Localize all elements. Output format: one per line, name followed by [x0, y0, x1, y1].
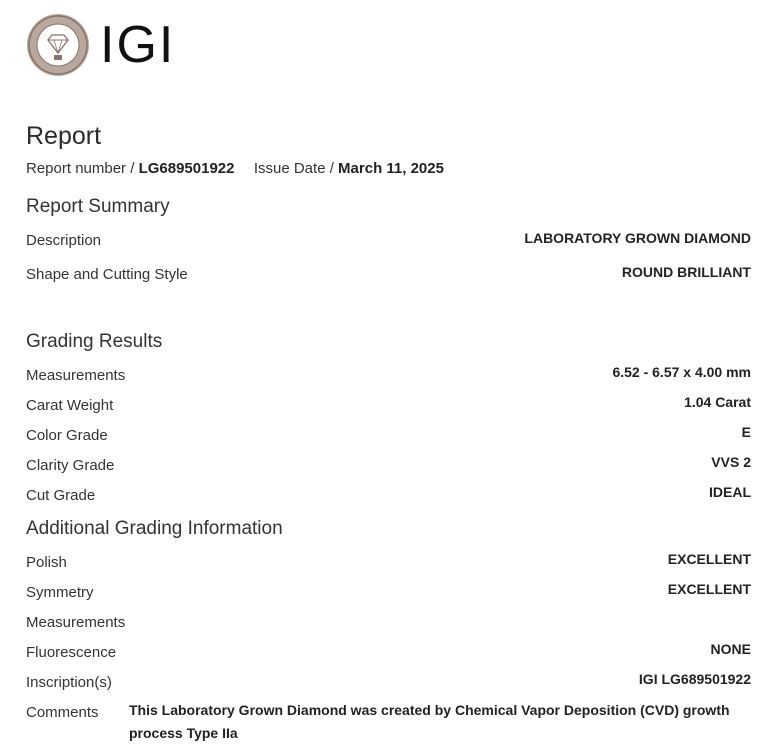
row-label: Polish [26, 554, 67, 571]
row-label: Symmetry [26, 584, 94, 601]
grading-row [26, 456, 751, 478]
row-value: NONE [710, 641, 751, 657]
row-label: Color Grade [26, 427, 108, 444]
igi-seal-icon [26, 13, 90, 77]
issue-date-label: Issue Date / [253, 160, 339, 177]
row-value: IGI LG689501922 [638, 671, 751, 687]
row-value: ROUND BRILLIANT [621, 264, 751, 280]
summary-row [26, 231, 751, 253]
grading-row [26, 396, 751, 418]
report-number-label: Report number / [26, 160, 139, 177]
row-value: 1.04 Carat [684, 394, 751, 410]
grading-row [26, 486, 751, 508]
report-title: Report [26, 122, 102, 150]
row-label: Inscription(s) [26, 674, 112, 691]
row-value: EXCELLENT [667, 581, 751, 597]
row-label: Carat Weight [26, 397, 114, 414]
row-value: IDEAL [709, 484, 751, 500]
row-label: Measurements [26, 614, 126, 631]
row-label: Description [26, 232, 102, 249]
row-label: Shape and Cutting Style [26, 266, 188, 283]
row-value: LABORATORY GROWN DIAMOND [524, 230, 751, 246]
row-label: Measurements [26, 367, 126, 384]
igi-logo [26, 13, 175, 77]
report-meta [26, 160, 444, 177]
issue-date: March 11, 2025 [338, 160, 444, 177]
row-value: 6.52 - 6.57 x 4.00 mm [612, 364, 751, 380]
grading-results-heading: Grading Results [26, 331, 163, 352]
row-label: Fluorescence [26, 644, 117, 661]
additional-row [26, 673, 751, 695]
brand-wordmark: IGI [100, 16, 176, 74]
grading-row [26, 426, 751, 448]
additional-row [26, 643, 751, 665]
report-summary-heading: Report Summary [26, 196, 170, 217]
row-value: EXCELLENT [667, 551, 751, 567]
row-value: E [741, 424, 751, 440]
row-label: Cut Grade [26, 487, 96, 504]
additional-row [26, 613, 751, 635]
summary-row [26, 265, 751, 287]
row-value: VVS 2 [711, 454, 751, 470]
additional-row [26, 553, 751, 575]
row-label: Comments [26, 704, 99, 721]
report-number: LG689501922 [138, 160, 235, 177]
grading-row [26, 366, 751, 388]
additional-row [26, 583, 751, 605]
additional-grading-heading: Additional Grading Information [26, 518, 283, 539]
row-label: Clarity Grade [26, 457, 115, 474]
comments-value: This Laboratory Grown Diamond was created by Chemical Vapor Deposition (CVD) growth process Type IIa [129, 702, 730, 741]
